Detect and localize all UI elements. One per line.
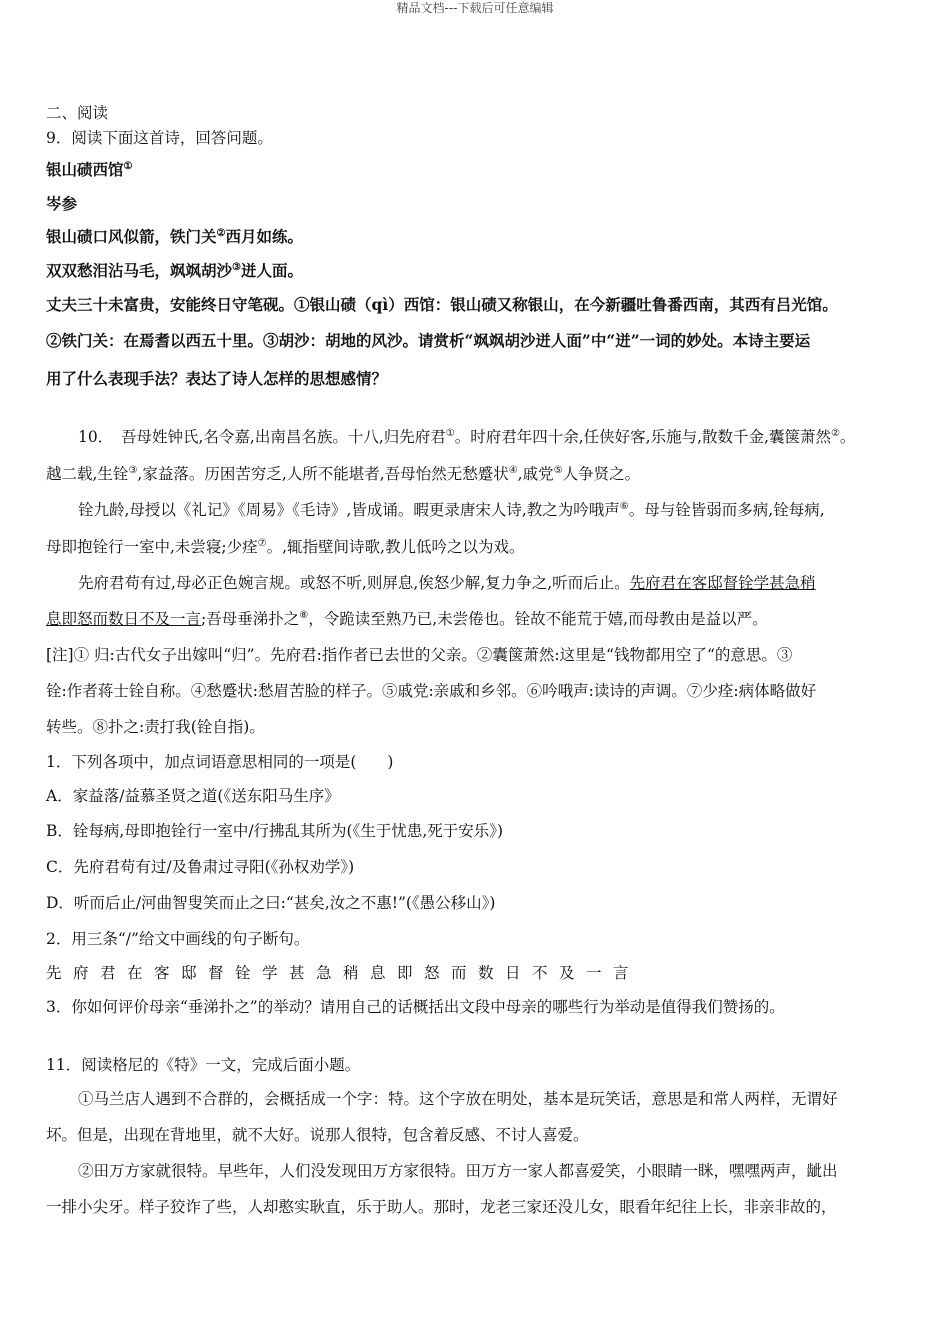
q10-sub-3: 3．你如何评价母亲“垂涕扑之”的举动？请用自己的话概括出文段中母亲的哪些行为举动是值得我们赞扬的。 [46,998,785,1016]
q10-para-2-cont: 母即抱铨行一室中,未尝寝;少痊⑦。,辄指壁间诗歌,教儿低吟之以为戏。 [46,537,525,556]
page-header: 精品文档---下载后可任意编辑 [396,1,554,15]
q10-para-3: 先府君苟有过,母必正色婉言规。或怒不听,则屏息,俟怒少解,复力争之,听而后止。先府君在客邸督铨学甚急稍 [78,574,816,592]
q10-para-2: 铨九龄,母授以《礼记》《周易》《毛诗》,皆成诵。暇更录唐宋人诗,教之为吟哦声⑥。母与铨皆弱而多病,铨每病, [78,500,825,519]
q10-note-1: [注]① 归:古代女子出嫁叫“归”。先府君:指作者已去世的父亲。②囊箧萧然:这里是“钱物都用空了“的意思。③ [46,646,793,664]
q11-para-2: ②田万方家就很特。早些年，人们没发现田万方家很特。田万方一家人都喜爱笑，小眼睛一眯，嘿嘿两声，龇出 [78,1162,838,1180]
option-a: A．家益落/益慕圣贤之道(《送东阳马生序》 [46,787,340,805]
section-heading: 二、阅读 [46,104,109,122]
poem-line-1: 银山碛口风似箭，铁门关②西月如练。 [46,227,303,246]
q10-sub-2: 2．用三条“/”给文中画线的句子断句。 [46,930,310,948]
q9-note-line: ②铁门关：在焉耆以西五十里。③胡沙：胡地的风沙。请赏析“飒飒胡沙迸人面”中“迸”一词的妙处。本诗主要运 [46,331,811,350]
poem-line-3: 丈夫三十未富贵，安能终日守笔砚。①银山碛（qì）西馆：银山碛又称银山，在今新疆吐鲁番西南，其西有吕光馆。 [46,295,838,314]
q11-para-2-cont: 一排小尖牙。样子狡诈了些，人却憨实耿直，乐于助人。那时，龙老三家还没儿女，眼看年纪往上长，非亲非故的， [46,1198,837,1216]
q10-para-1: 10． 吾母姓钟氏,名令嘉,出南昌名族。十八,归先府君①。时府君年四十余,任侠好客,乐施与,散数千金,囊箧萧然②。 [78,427,856,446]
q10-sub-1: 1．下列各项中，加点词语意思相同的一项是( ) [46,753,394,771]
q10-note-2: 铨:作者蒋士铨自称。④愁蹙状:愁眉苦脸的样子。⑤戚党:亲戚和乡邻。⑥吟哦声:读诗的声调。⑦少痊:病体略做好 [46,682,817,700]
poem-author: 岑参 [46,194,78,213]
q10-note-3: 转些。⑧扑之:责打我(铨自指)。 [46,718,265,736]
underlined-sentence-part-1: 先府君在客邸督铨学甚急稍 [629,574,816,592]
poem-title: 银山碛西馆① [46,160,133,179]
q11-para-1-cont: 坏。但是，出现在背地里，就不大好。说那人很特，包含着反感、不讨人喜爱。 [46,1126,589,1144]
option-d: D．听而后止/河曲智叟笑而止之曰:“甚矣,汝之不惠!”(《愚公移山》) [46,894,496,912]
q10-para-3-cont: 息即怒而数日不及一言;吾母垂涕扑之⑧，令跪读至熟乃已,未尝倦也。铨故不能荒于嬉,而母教由是益以严。 [46,609,768,628]
option-c: C．先府君苟有过/及鲁肃过寻阳(《孙权劝学》) [46,858,355,876]
underlined-sentence-part-2: 息即怒而数日不及一言 [46,610,202,628]
q11-para-1: ①马兰店人遇到不合群的，会概括成一个字：特。这个字放在明处，基本是玩笑话，意思是和常人两样，无谓好 [78,1090,838,1108]
q11-prompt: 11．阅读格尼的《特》一文，完成后面小题。 [46,1056,361,1074]
q10-para-1-cont: 越二载,生铨③,家益落。历困苦穷乏,人所不能堪者,吾母怡然无愁蹙状④,戚党⑤人争贤之。 [46,464,641,483]
q9-prompt: 9．阅读下面这首诗，回答问题。 [46,129,273,147]
option-b: B．铨每病,母即抱铨行一室中/行拂乱其所为(《生于忧患,死于安乐》) [46,822,504,840]
q9-question-line: 用了什么表现手法？表达了诗人怎样的思想感情？ [46,369,388,388]
poem-line-2: 双双愁泪沾马毛，飒飒胡沙③迸人面。 [46,261,303,280]
sentence-to-segment: 先府君在客邸督铨学甚急稍息即怒而数日不及一言 [46,964,641,982]
